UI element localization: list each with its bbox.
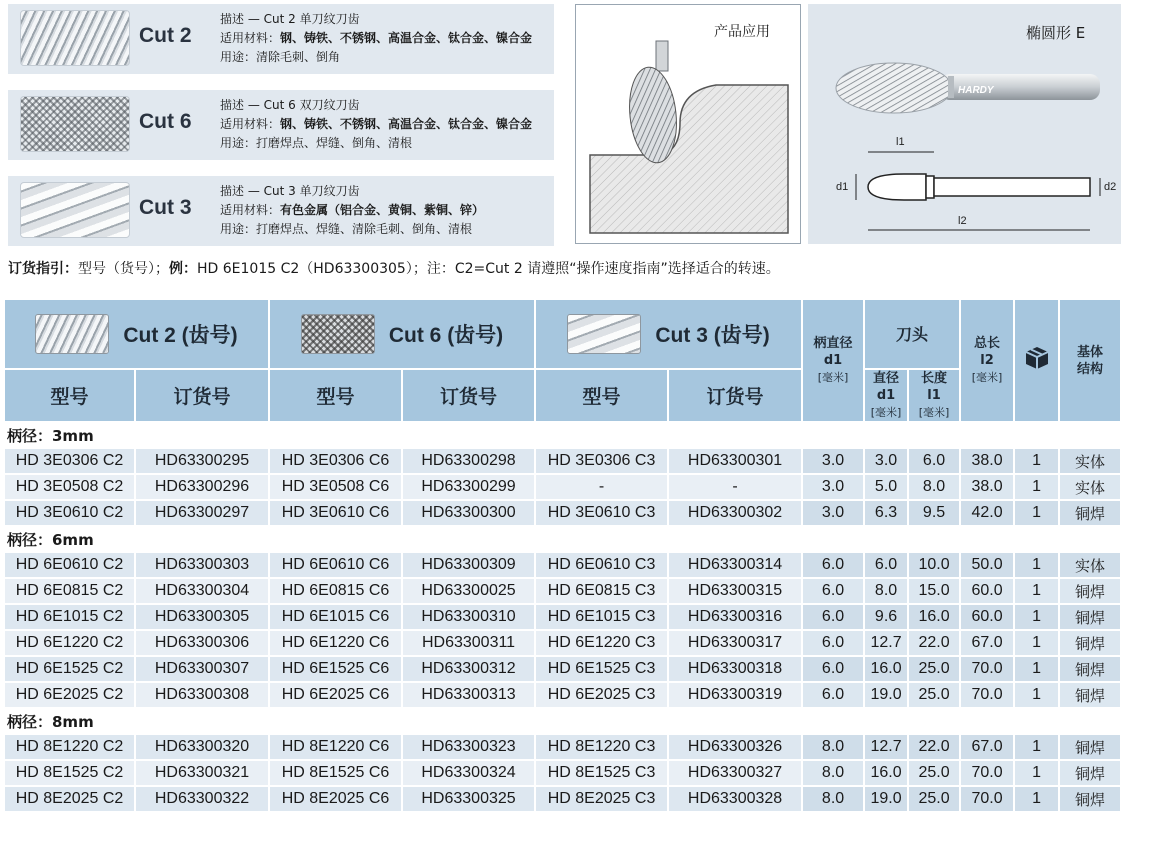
total-length-cell: 50.0: [961, 553, 1015, 579]
package-qty-cell: 1: [1015, 553, 1060, 579]
head-length-cell: 22.0: [909, 631, 961, 657]
cut3-model-cell: HD 3E0306 C3: [536, 449, 669, 475]
group-cut6-label: Cut 6 (齿号): [388, 324, 504, 347]
structure-cell: 铜焊: [1060, 683, 1122, 709]
cut6-order-cell: HD63300309: [403, 553, 536, 579]
package-qty-cell: 1: [1015, 657, 1060, 683]
application-title: 产品应用: [714, 24, 770, 40]
cut3-order-cell: HD63300316: [669, 605, 803, 631]
shank-diameter-cell: 6.0: [803, 605, 865, 631]
cut2-order-cell: HD63300320: [136, 735, 270, 761]
package-qty-cell: 1: [1015, 449, 1060, 475]
cut3-model-cell: HD 6E0815 C3: [536, 579, 669, 605]
total-length-cell: 38.0: [961, 449, 1015, 475]
cut2-thumb: [35, 314, 109, 354]
package-header: [1015, 300, 1060, 423]
section-row: [5, 423, 1122, 449]
shank-diameter-cell: 3.0: [803, 475, 865, 501]
structure-cell: 铜焊: [1060, 579, 1122, 605]
table-row: [5, 657, 1122, 683]
cut3-order-cell: HD63300301: [669, 449, 803, 475]
cut3-order-cell: HD63300326: [669, 735, 803, 761]
cut2-model-cell: HD 6E2025 C2: [5, 683, 136, 709]
head-diameter-cell: 6.3: [865, 501, 909, 527]
head-length-cell: 15.0: [909, 579, 961, 605]
total-length-cell: 38.0: [961, 475, 1015, 501]
cut6-model-cell: HD 8E1220 C6: [270, 735, 403, 761]
head-diameter-cell: 3.0: [865, 449, 909, 475]
cut2-order-cell: HD63300307: [136, 657, 270, 683]
section-title: 柄径：3mm: [5, 423, 1122, 449]
package-qty-cell: 1: [1015, 787, 1060, 813]
head-diameter-cell: 9.6: [865, 605, 909, 631]
cut6-model-cell: HD 6E1220 C6: [270, 631, 403, 657]
cut3-material: 有色金属（铝合金、黄铜、紫铜、锌）: [280, 203, 485, 217]
shank-diameter-cell: 6.0: [803, 683, 865, 709]
structure-cell: 铜焊: [1060, 605, 1122, 631]
cut3-model-cell: HD 3E0610 C3: [536, 501, 669, 527]
package-qty-cell: 1: [1015, 501, 1060, 527]
structure-cell: 实体: [1060, 553, 1122, 579]
structure-cell: 铜焊: [1060, 735, 1122, 761]
head-diameter-cell: 19.0: [865, 787, 909, 813]
head-diameter-cell: 12.7: [865, 735, 909, 761]
order-label: 订货指引：: [8, 261, 78, 277]
head-length-header: 长度 l1 [毫米]: [909, 370, 961, 423]
table-row: [5, 735, 1122, 761]
cut2-usage: 用途：清除毛刺、倒角: [220, 50, 341, 64]
cut3-model-cell: HD 6E1525 C3: [536, 657, 669, 683]
cut3-order-cell: HD63300327: [669, 761, 803, 787]
cut2-model-cell: HD 8E2025 C2: [5, 787, 136, 813]
package-icon: [1022, 343, 1052, 373]
cut2-model-cell: HD 3E0508 C2: [5, 475, 136, 501]
head-diameter-cell: 19.0: [865, 683, 909, 709]
head-length-cell: 22.0: [909, 735, 961, 761]
cut3-thumb: [567, 314, 641, 354]
cut2-order-cell: HD63300321: [136, 761, 270, 787]
cut3-order-cell: HD63300317: [669, 631, 803, 657]
spec-table: [5, 300, 1122, 813]
cut2-model-cell: HD 8E1220 C2: [5, 735, 136, 761]
col-cut3-model: 型号: [536, 370, 669, 423]
cut6-order-cell: HD63300323: [403, 735, 536, 761]
cut3-order-cell: HD63300302: [669, 501, 803, 527]
structure-cell: 铜焊: [1060, 631, 1122, 657]
cut2-desc-line: 描述 — Cut 2 单刀纹刀齿: [220, 12, 360, 26]
cut2-order-cell: HD63300295: [136, 449, 270, 475]
cut2-burr-image: [20, 10, 130, 66]
cut2-model-cell: HD 6E0815 C2: [5, 579, 136, 605]
cut6-order-cell: HD63300025: [403, 579, 536, 605]
cut2-name: Cut 2: [139, 24, 192, 47]
shank-diameter-cell: 6.0: [803, 631, 865, 657]
cut3-order-cell: HD63300314: [669, 553, 803, 579]
cut2-model-cell: HD 8E1525 C2: [5, 761, 136, 787]
brand-mark: HARDY: [958, 85, 994, 96]
head-diameter-cell: 16.0: [865, 761, 909, 787]
cut2-order-cell: HD63300308: [136, 683, 270, 709]
head-diameter-header: 直径 d1 [毫米]: [865, 370, 909, 423]
cut6-burr-image: [20, 96, 130, 152]
dim-d2: d2: [1104, 181, 1117, 193]
shank-diameter-cell: 6.0: [803, 553, 865, 579]
cut3-material-label: 适用材料：: [220, 203, 281, 217]
cut6-model-cell: HD 6E0815 C6: [270, 579, 403, 605]
cut3-order-cell: HD63300315: [669, 579, 803, 605]
dim-d1: d1: [836, 181, 849, 193]
head-length-cell: 10.0: [909, 553, 961, 579]
cut3-model-cell: HD 8E1220 C3: [536, 735, 669, 761]
cut3-usage: 用途：打磨焊点、焊缝、清除毛刺、倒角、清根: [220, 222, 473, 236]
table-row: [5, 605, 1122, 631]
total-length-cell: 70.0: [961, 683, 1015, 709]
shank-diameter-cell: 3.0: [803, 501, 865, 527]
cut6-order-cell: HD63300324: [403, 761, 536, 787]
order-text1: 型号（货号）；: [78, 261, 169, 277]
package-qty-cell: 1: [1015, 475, 1060, 501]
cut3-order-cell: -: [669, 475, 803, 501]
cut3-model-cell: -: [536, 475, 669, 501]
dim-l1: l1: [896, 136, 905, 148]
cut2-model-cell: HD 6E1525 C2: [5, 657, 136, 683]
head-length-cell: 16.0: [909, 605, 961, 631]
cut2-model-cell: HD 6E0610 C2: [5, 553, 136, 579]
cut6-order-cell: HD63300311: [403, 631, 536, 657]
structure-cell: 实体: [1060, 449, 1122, 475]
cut2-order-cell: HD63300296: [136, 475, 270, 501]
structure-cell: 铜焊: [1060, 761, 1122, 787]
cut6-model-cell: HD 8E2025 C6: [270, 787, 403, 813]
total-length-cell: 60.0: [961, 605, 1015, 631]
total-length-cell: 60.0: [961, 579, 1015, 605]
cut2-order-cell: HD63300304: [136, 579, 270, 605]
group-cut3-header: [536, 300, 803, 370]
col-cut6-order: 订货号: [403, 370, 536, 423]
head-length-cell: 25.0: [909, 787, 961, 813]
cut6-order-cell: HD63300299: [403, 475, 536, 501]
col-cut6-model: 型号: [270, 370, 403, 423]
cut6-thumb: [301, 314, 375, 354]
group-cut3-label: Cut 3 (齿号): [655, 324, 770, 347]
head-length-cell: 25.0: [909, 683, 961, 709]
head-length-cell: 6.0: [909, 449, 961, 475]
cut2-order-cell: HD63300322: [136, 787, 270, 813]
spec-body: [5, 423, 1122, 813]
table-row: [5, 761, 1122, 787]
cut3-description: [220, 182, 560, 239]
cut6-material-label: 适用材料：: [220, 117, 281, 131]
structure-cell: 实体: [1060, 475, 1122, 501]
cut6-name: Cut 6: [139, 110, 192, 133]
head-diameter-cell: 16.0: [865, 657, 909, 683]
cut6-model-cell: HD 8E1525 C6: [270, 761, 403, 787]
cut2-model-cell: HD 3E0306 C2: [5, 449, 136, 475]
package-qty-cell: 1: [1015, 579, 1060, 605]
package-qty-cell: 1: [1015, 761, 1060, 787]
cut2-order-cell: HD63300306: [136, 631, 270, 657]
shank-diameter-cell: 6.0: [803, 657, 865, 683]
head-diameter-cell: 5.0: [865, 475, 909, 501]
cut6-card: [8, 90, 554, 160]
structure-cell: 铜焊: [1060, 657, 1122, 683]
structure-cell: 铜焊: [1060, 787, 1122, 813]
package-qty-cell: 1: [1015, 735, 1060, 761]
cut2-order-cell: HD63300303: [136, 553, 270, 579]
group-cut6-header: [270, 300, 536, 370]
cut6-model-cell: HD 6E1525 C6: [270, 657, 403, 683]
total-length-cell: 42.0: [961, 501, 1015, 527]
cut3-desc-line: 描述 — Cut 3 单刀纹刀齿: [220, 184, 360, 198]
shape-panel: [808, 4, 1121, 244]
cut3-card: [8, 176, 554, 246]
cut2-model-cell: HD 6E1220 C2: [5, 631, 136, 657]
cut6-model-cell: HD 3E0508 C6: [270, 475, 403, 501]
cut3-model-cell: HD 6E2025 C3: [536, 683, 669, 709]
total-length-cell: 70.0: [961, 761, 1015, 787]
head-length-cell: 25.0: [909, 761, 961, 787]
cut3-order-cell: HD63300319: [669, 683, 803, 709]
cut3-name: Cut 3: [139, 196, 192, 219]
head-diameter-cell: 12.7: [865, 631, 909, 657]
cut6-material: 钢、铸铁、不锈钢、高温合金、钛合金、镍合金: [280, 117, 533, 131]
table-row: [5, 631, 1122, 657]
cut3-model-cell: HD 6E0610 C3: [536, 553, 669, 579]
total-length-header: 总长 l2 [毫米]: [961, 300, 1015, 423]
section-title: 柄径：8mm: [5, 709, 1122, 735]
cut6-model-cell: HD 3E0306 C6: [270, 449, 403, 475]
order-example-label: 例：: [169, 261, 197, 277]
cut3-model-cell: HD 6E1015 C3: [536, 605, 669, 631]
cut2-model-cell: HD 6E1015 C2: [5, 605, 136, 631]
shank-diameter-cell: 8.0: [803, 787, 865, 813]
cut6-description: [220, 96, 560, 153]
section-row: [5, 527, 1122, 553]
cut6-usage: 用途：打磨焊点、焊缝、倒角、清根: [220, 136, 413, 150]
cut6-order-cell: HD63300313: [403, 683, 536, 709]
shank-diameter-cell: 8.0: [803, 735, 865, 761]
head-length-cell: 8.0: [909, 475, 961, 501]
order-text2: HD 6E1015 C2（HD63300305）；注：C2=Cut 2 请遵照“操作速度指南”选择适合的转速。: [197, 261, 780, 277]
shank-diameter-cell: 8.0: [803, 761, 865, 787]
cut2-material: 钢、铸铁、不锈钢、高温合金、钛合金、镍合金: [280, 31, 533, 45]
total-length-cell: 70.0: [961, 787, 1015, 813]
cut3-model-cell: HD 6E1220 C3: [536, 631, 669, 657]
ordering-guide: [8, 258, 780, 278]
shank-diameter-header: 柄直径 d1 [毫米]: [803, 300, 865, 423]
cut6-order-cell: HD63300312: [403, 657, 536, 683]
cut2-order-cell: HD63300305: [136, 605, 270, 631]
dim-l2: l2: [958, 215, 967, 227]
cut6-order-cell: HD63300310: [403, 605, 536, 631]
cut2-model-cell: HD 3E0610 C2: [5, 501, 136, 527]
application-panel: [575, 4, 801, 244]
head-diameter-cell: 6.0: [865, 553, 909, 579]
table-row: [5, 501, 1122, 527]
table-row: [5, 579, 1122, 605]
col-cut2-order: 订货号: [136, 370, 270, 423]
group-cut2-header: [5, 300, 270, 370]
cut3-order-cell: HD63300318: [669, 657, 803, 683]
cut2-order-cell: HD63300297: [136, 501, 270, 527]
package-qty-cell: 1: [1015, 631, 1060, 657]
cut3-order-cell: HD63300328: [669, 787, 803, 813]
cut3-model-cell: HD 8E2025 C3: [536, 787, 669, 813]
package-qty-cell: 1: [1015, 683, 1060, 709]
total-length-cell: 67.0: [961, 735, 1015, 761]
head-length-cell: 25.0: [909, 657, 961, 683]
col-cut3-order: 订货号: [669, 370, 803, 423]
shank-diameter-cell: 6.0: [803, 579, 865, 605]
section-title: 柄径：6mm: [5, 527, 1122, 553]
cut6-desc-line: 描述 — Cut 6 双刀纹刀齿: [220, 98, 360, 112]
cut6-order-cell: HD63300325: [403, 787, 536, 813]
table-row: [5, 683, 1122, 709]
cut6-order-cell: HD63300300: [403, 501, 536, 527]
cut2-material-label: 适用材料：: [220, 31, 281, 45]
cut6-model-cell: HD 6E2025 C6: [270, 683, 403, 709]
table-row: [5, 787, 1122, 813]
head-diameter-cell: 8.0: [865, 579, 909, 605]
cut2-description: [220, 10, 560, 67]
cut6-model-cell: HD 6E1015 C6: [270, 605, 403, 631]
total-length-cell: 67.0: [961, 631, 1015, 657]
shape-title: 椭圆形 E: [1026, 24, 1086, 42]
structure-cell: 铜焊: [1060, 501, 1122, 527]
cut6-order-cell: HD63300298: [403, 449, 536, 475]
table-row: [5, 475, 1122, 501]
cut3-burr-image: [20, 182, 130, 238]
cut6-model-cell: HD 6E0610 C6: [270, 553, 403, 579]
cut3-model-cell: HD 8E1525 C3: [536, 761, 669, 787]
cut2-card: [8, 4, 554, 74]
head-length-cell: 9.5: [909, 501, 961, 527]
total-length-cell: 70.0: [961, 657, 1015, 683]
package-qty-cell: 1: [1015, 605, 1060, 631]
table-row: [5, 449, 1122, 475]
group-cut2-label: Cut 2 (齿号): [123, 324, 238, 347]
col-cut2-model: 型号: [5, 370, 136, 423]
shank-diameter-cell: 3.0: [803, 449, 865, 475]
section-row: [5, 709, 1122, 735]
head-header: 刀头: [865, 300, 961, 370]
table-row: [5, 553, 1122, 579]
cut6-model-cell: HD 3E0610 C6: [270, 501, 403, 527]
structure-header: 基体结构: [1060, 300, 1122, 423]
